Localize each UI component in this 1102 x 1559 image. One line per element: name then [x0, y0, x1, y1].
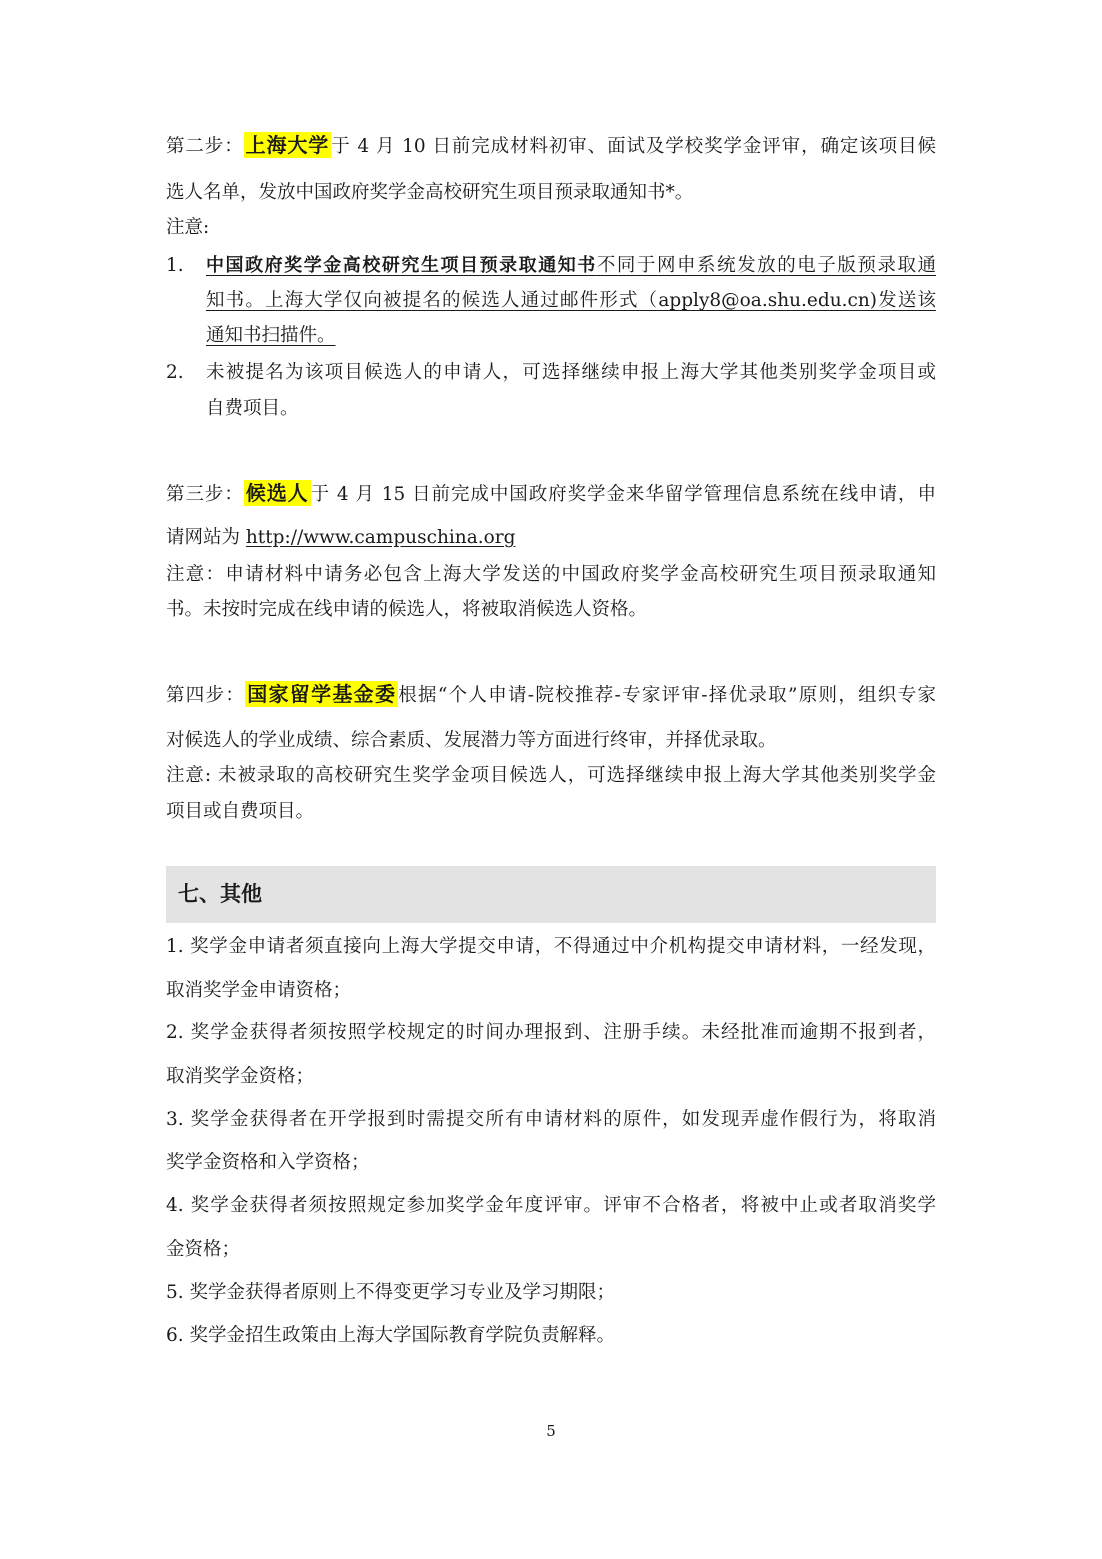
step4-line2: 对候选人的学业成绩、综合素质、发展潜力等方面进行终审，并择优录取。	[166, 730, 777, 751]
step2-line2: 选人名单，发放中国政府奖学金高校研究生项目预录取通知书*。	[166, 182, 694, 203]
other-item-4-line1: 4. 奖学金获得者须按照规定参加奖学金年度评审。评审不合格者，将被中止或者取消奖学	[166, 1195, 936, 1216]
step3-line2	[166, 525, 936, 551]
section-heading-bar	[166, 866, 936, 923]
step2-item1-line1	[206, 253, 936, 279]
step3-actor-highlight: 候选人	[245, 481, 309, 505]
step4-prefix: 第四步：	[166, 685, 246, 706]
step4-actor-highlight: 国家留学基金委	[247, 682, 397, 706]
step4-line1	[166, 681, 936, 709]
step2-item2-line2: 自费项目。	[206, 398, 299, 419]
other-item-3-line2: 奖学金资格和入学资格；	[166, 1152, 370, 1173]
step2-item1-line1-text: 不同于网申系统发放的电子版预录取通	[596, 255, 936, 276]
campuschina-link[interactable]: http://www.campuschina.org	[245, 527, 516, 548]
other-item-5-line1: 5. 奖学金获得者原则上不得变更学习专业及学习期限；	[166, 1282, 616, 1303]
step3-line2-text: 请网站为	[166, 527, 246, 548]
step2-line1	[166, 132, 936, 160]
step3-note-line1: 注意：申请材料中请务必包含上海大学发送的中国政府奖学金高校研究生项目预录取通知	[166, 564, 936, 585]
step2-item1-number: 1.	[166, 255, 184, 276]
step3-prefix: 第三步：	[166, 484, 244, 505]
page-number: 5	[546, 1422, 556, 1440]
section-title: 七、其他	[178, 882, 262, 906]
step3-line1	[166, 480, 936, 508]
step2-item2-number: 2.	[166, 362, 184, 383]
other-item-1-line1: 1. 奖学金申请者须直接向上海大学提交申请，不得通过中介机构提交申请材料，一经发现，	[166, 936, 936, 957]
step2-line1-text: 于 4 月 10 日前完成材料初审、面试及学校奖学金评审，确定该项目候	[331, 136, 936, 157]
step2-item2-line1: 未被提名为该项目候选人的申请人，可选择继续申报上海大学其他类别奖学金项目或	[206, 362, 936, 383]
step2-item1-bold: 中国政府奖学金高校研究生项目预录取通知书	[206, 255, 597, 276]
other-item-1-line2: 取消奖学金申请资格；	[166, 980, 352, 1001]
step2-prefix: 第二步：	[166, 136, 244, 157]
step4-line1-text: 根据“个人申请-院校推荐-专家评审-择优录取”原则，组织专家	[398, 685, 937, 706]
step4-note-line2: 项目或自费项目。	[166, 801, 315, 822]
other-item-2-line2: 取消奖学金资格；	[166, 1066, 315, 1087]
other-item-3-line1: 3. 奖学金获得者在开学报到时需提交所有申请材料的原件，如发现弄虚作假行为，将取消	[166, 1109, 936, 1130]
step2-item1-line2: 知书。上海大学仅向被提名的候选人通过邮件形式（apply8@oa.shu.edu.cn)发送该	[206, 290, 936, 311]
step2-item1-line3: 通知书扫描件。	[206, 325, 336, 346]
step3-note-line2: 书。未按时完成在线申请的候选人，将被取消候选人资格。	[166, 599, 648, 620]
step2-note-label: 注意:	[166, 217, 210, 238]
step2-actor-highlight: 上海大学	[245, 133, 330, 157]
other-item-2-line1: 2. 奖学金获得者须按照学校规定的时间办理报到、注册手续。未经批准而逾期不报到者，	[166, 1022, 936, 1043]
other-item-4-line2: 金资格；	[166, 1239, 241, 1260]
other-item-6-line1: 6. 奖学金招生政策由上海大学国际教育学院负责解释。	[166, 1325, 616, 1346]
step3-line1-text: 于 4 月 15 日前完成中国政府奖学金来华留学管理信息系统在线申请，申	[310, 484, 936, 505]
step4-note-line1: 注意: 未被录取的高校研究生奖学金项目候选人，可选择继续申报上海大学其他类别奖学金	[166, 765, 936, 786]
